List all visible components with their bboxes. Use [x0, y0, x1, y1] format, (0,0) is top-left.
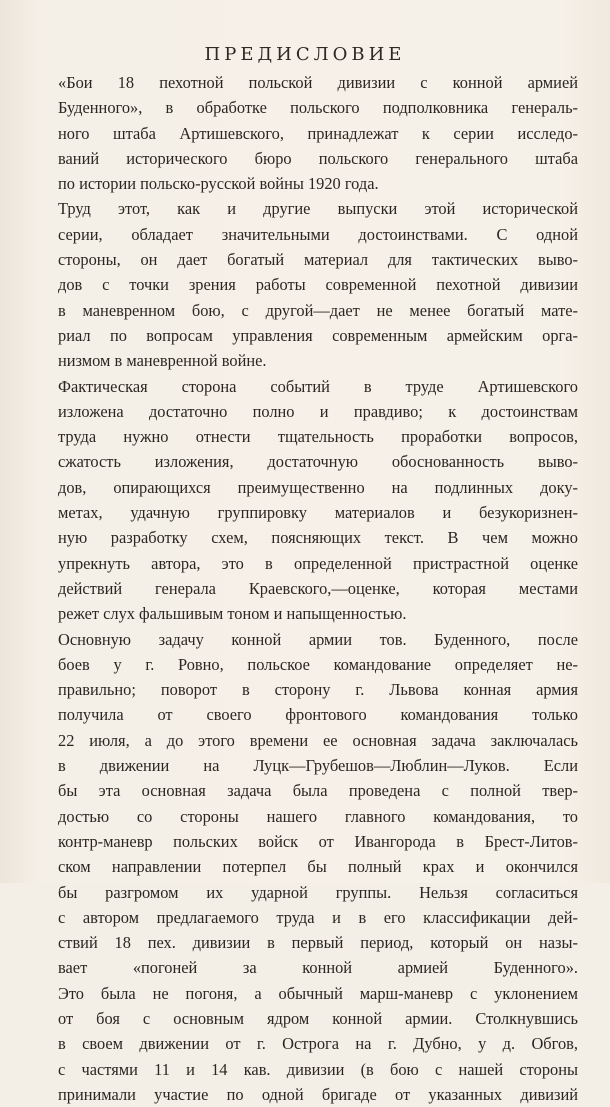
text-line: труда нужно отнести тщательность проработки вопросов,: [58, 427, 578, 447]
text-line: 22 июля, а до этого времени ее основная задача заключалась: [58, 730, 578, 750]
text-line: боев у г. Ровно, польское командование определяет не-: [58, 654, 578, 674]
text-line: правильно; поворот в сторону г. Львова конная армия: [58, 680, 578, 700]
body-text: [58, 70, 578, 1107]
text-line: риал по вопросам управления современным армейским орга-: [58, 325, 578, 345]
text-line: серии, обладает значительными достоинствами. С одной: [58, 224, 578, 244]
text-line: в движении на Луцк—Грубешов—Люблин—Луков. Если: [58, 756, 578, 776]
text-line: изложена достаточно полно и правдиво; к достоинствам: [58, 401, 578, 421]
text-line: бы разгромом их ударной группы. Нельзя согласиться: [58, 882, 578, 902]
text-line: с автором предлагаемого труда и в его классификации дей-: [58, 907, 578, 927]
text-line: «Бои 18 пехотной польской дивизии с конной армией: [58, 73, 578, 92]
text-line: в маневренном бою, с другой—дает не менее богатый мате-: [58, 300, 578, 320]
text-line: достью со стороны нашего главного командования, то: [58, 806, 578, 826]
text-line: Фактическая сторона событий в труде Артишевского: [58, 376, 578, 396]
text-line: ную разработку схем, поясняющих текст. В чем можно: [58, 528, 578, 548]
text-line: Труд этот, как и другие выпуски этой исторической: [58, 199, 578, 219]
text-line: дов с точки зрения работы современной пехотной дивизии: [58, 275, 578, 295]
text-line: с частями 11 и 14 кав. дивизии (в бою с нашей стороны: [58, 1059, 578, 1079]
text-line: контр-маневр польских войск от Ивангорода в Брест-Литов-: [58, 831, 578, 851]
text-line: Буденного», в обработке польского подполковника генераль-: [58, 98, 578, 118]
text-line: ствий 18 пех. дивизии в первый период, который он назы-: [58, 933, 578, 953]
text-line: сжатость изложения, достаточную обоснованность выво-: [58, 452, 578, 472]
text-line: действий генерала Краевского,—оценке, которая местами: [58, 578, 578, 598]
text-line: метах, удачную группировку материалов и безукоризнен-: [58, 503, 578, 523]
text-line: упрекнуть автора, это в определенной пристрастной оценке: [58, 553, 578, 573]
text-line: бы эта основная задача была проведена с полной твер-: [58, 781, 578, 801]
page-title: ПРЕДИСЛОВИЕ: [204, 44, 406, 65]
text-line: от боя с основным ядром конной армии. Столкнувшись: [58, 1008, 578, 1028]
text-line: в своем движении от г. Острога на г. Дубно, у д. Обгов,: [58, 1034, 578, 1054]
text-line: режет слух фальшивым тоном и напыщенностью.: [58, 604, 407, 624]
text-line: низмом в маневренной войне.: [58, 351, 267, 371]
text-line: ного штаба Артишевского, принадлежат к серии исследо-: [58, 123, 578, 143]
text-line: ваний исторического бюро польского генерального штаба: [58, 148, 578, 168]
text-line: стороны, он дает богатый материал для тактических выво-: [58, 250, 578, 270]
text-line: принимали участие по одной бригаде от указанных дивизий: [58, 1084, 578, 1104]
text-line: дов, опирающихся преимущественно на подлинных доку-: [58, 477, 578, 497]
text-line: получила от своего фронтового командования только: [58, 705, 578, 725]
text-line: Основную задачу конной армии тов. Буденного, после: [58, 629, 578, 649]
text-line: вает «погоней за конной армией Буденного».: [58, 958, 578, 978]
text-line: по истории польско-русской войны 1920 года.: [58, 174, 379, 194]
text-line: Это была не погоня, а обычный марш-маневр с уклонением: [58, 983, 578, 1003]
text-line: ском направлении потерпел бы полный крах и окончился: [58, 857, 578, 877]
